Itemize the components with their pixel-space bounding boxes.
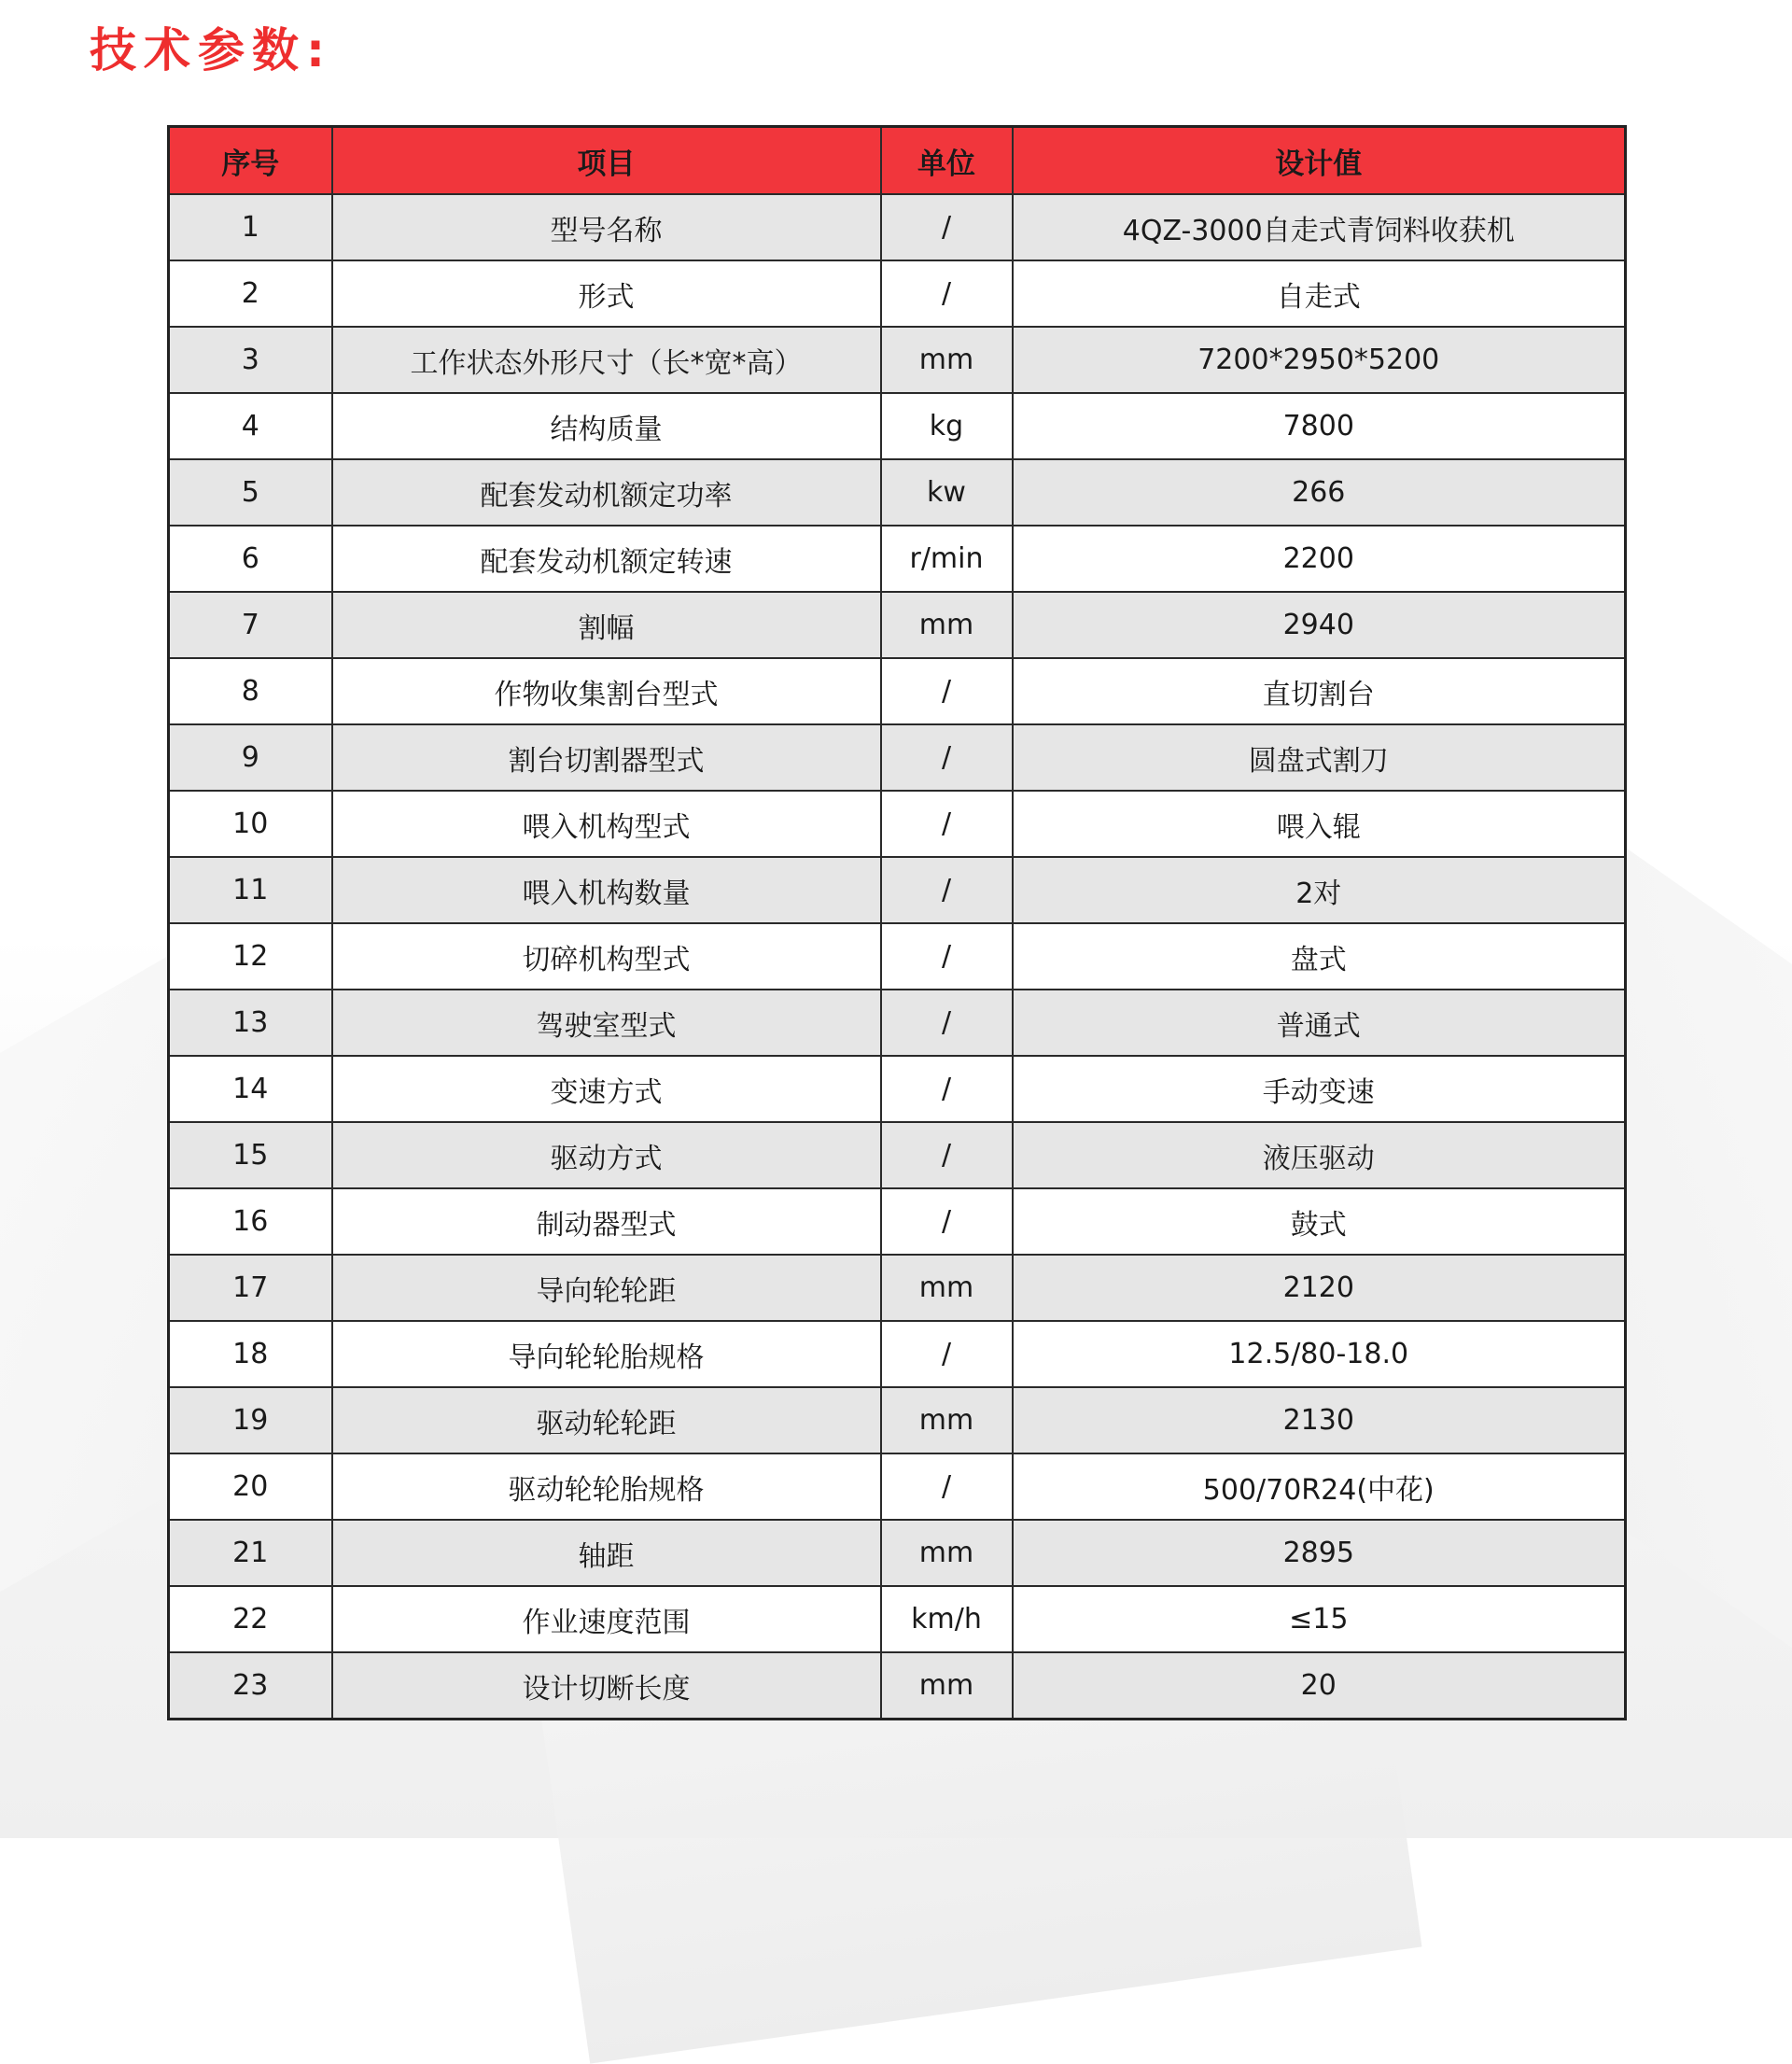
cell-item: 变速方式 xyxy=(332,1056,881,1122)
cell-no: 8 xyxy=(169,658,332,724)
cell-no: 17 xyxy=(169,1255,332,1321)
cell-no: 11 xyxy=(169,857,332,923)
cell-item: 结构质量 xyxy=(332,393,881,459)
cell-item: 配套发动机额定转速 xyxy=(332,526,881,592)
table-row xyxy=(169,393,1626,459)
table-row xyxy=(169,260,1626,327)
cell-value: 2120 xyxy=(1013,1255,1626,1321)
cell-item: 驾驶室型式 xyxy=(332,990,881,1056)
cell-value: 手动变速 xyxy=(1013,1056,1626,1122)
cell-item: 驱动轮轮距 xyxy=(332,1387,881,1453)
cell-value: 鼓式 xyxy=(1013,1188,1626,1255)
cell-no: 5 xyxy=(169,459,332,526)
cell-no: 18 xyxy=(169,1321,332,1387)
cell-unit: / xyxy=(881,1453,1013,1520)
cell-item: 工作状态外形尺寸（长*宽*高） xyxy=(332,327,881,393)
cell-unit: / xyxy=(881,260,1013,327)
cell-value: 普通式 xyxy=(1013,990,1626,1056)
table-row xyxy=(169,526,1626,592)
cell-value: 266 xyxy=(1013,459,1626,526)
cell-value: 2对 xyxy=(1013,857,1626,923)
cell-unit: / xyxy=(881,1321,1013,1387)
cell-unit: km/h xyxy=(881,1586,1013,1652)
table-row xyxy=(169,1387,1626,1453)
cell-no: 19 xyxy=(169,1387,332,1453)
cell-unit: / xyxy=(881,658,1013,724)
cell-no: 1 xyxy=(169,194,332,260)
cell-unit: / xyxy=(881,857,1013,923)
cell-item: 割台切割器型式 xyxy=(332,724,881,791)
cell-no: 6 xyxy=(169,526,332,592)
cell-unit: mm xyxy=(881,1652,1013,1720)
cell-value: 盘式 xyxy=(1013,923,1626,990)
cell-value: 直切割台 xyxy=(1013,658,1626,724)
cell-no: 12 xyxy=(169,923,332,990)
cell-unit: / xyxy=(881,791,1013,857)
spec-table-body xyxy=(169,194,1626,1720)
spec-table-header xyxy=(169,127,1626,195)
cell-item: 作业速度范围 xyxy=(332,1586,881,1652)
cell-item: 驱动轮轮胎规格 xyxy=(332,1453,881,1520)
cell-value: 液压驱动 xyxy=(1013,1122,1626,1188)
table-row xyxy=(169,1188,1626,1255)
table-row xyxy=(169,1652,1626,1720)
header-no: 序号 xyxy=(169,127,332,195)
table-row xyxy=(169,857,1626,923)
cell-item: 驱动方式 xyxy=(332,1122,881,1188)
cell-no: 13 xyxy=(169,990,332,1056)
cell-no: 15 xyxy=(169,1122,332,1188)
cell-unit: kg xyxy=(881,393,1013,459)
cell-value: 2940 xyxy=(1013,592,1626,658)
cell-unit: / xyxy=(881,1056,1013,1122)
table-row xyxy=(169,327,1626,393)
cell-value: 圆盘式割刀 xyxy=(1013,724,1626,791)
cell-item: 形式 xyxy=(332,260,881,327)
header-value: 设计值 xyxy=(1013,127,1626,195)
table-row xyxy=(169,990,1626,1056)
cell-item: 导向轮轮距 xyxy=(332,1255,881,1321)
cell-no: 20 xyxy=(169,1453,332,1520)
spec-table xyxy=(167,125,1627,1720)
table-row xyxy=(169,1520,1626,1586)
cell-item: 作物收集割台型式 xyxy=(332,658,881,724)
cell-item: 割幅 xyxy=(332,592,881,658)
cell-item: 导向轮轮胎规格 xyxy=(332,1321,881,1387)
cell-unit: / xyxy=(881,724,1013,791)
cell-value: 20 xyxy=(1013,1652,1626,1720)
cell-value: 2200 xyxy=(1013,526,1626,592)
header-unit: 单位 xyxy=(881,127,1013,195)
cell-unit: / xyxy=(881,194,1013,260)
cell-value: 2130 xyxy=(1013,1387,1626,1453)
cell-no: 21 xyxy=(169,1520,332,1586)
cell-unit: / xyxy=(881,923,1013,990)
table-row xyxy=(169,1321,1626,1387)
table-row xyxy=(169,1056,1626,1122)
cell-unit: mm xyxy=(881,592,1013,658)
cell-no: 7 xyxy=(169,592,332,658)
cell-item: 配套发动机额定功率 xyxy=(332,459,881,526)
cell-value: 2895 xyxy=(1013,1520,1626,1586)
cell-item: 切碎机构型式 xyxy=(332,923,881,990)
table-row xyxy=(169,923,1626,990)
table-row xyxy=(169,1453,1626,1520)
cell-item: 喂入机构数量 xyxy=(332,857,881,923)
header-item: 项目 xyxy=(332,127,881,195)
cell-item: 型号名称 xyxy=(332,194,881,260)
cell-no: 14 xyxy=(169,1056,332,1122)
cell-value: 4QZ-3000自走式青饲料收获机 xyxy=(1013,194,1626,260)
table-row xyxy=(169,592,1626,658)
cell-no: 22 xyxy=(169,1586,332,1652)
cell-value: 500/70R24(中花) xyxy=(1013,1453,1626,1520)
cell-no: 23 xyxy=(169,1652,332,1720)
cell-value: ≤15 xyxy=(1013,1586,1626,1652)
cell-value: 7200*2950*5200 xyxy=(1013,327,1626,393)
table-row xyxy=(169,724,1626,791)
cell-no: 2 xyxy=(169,260,332,327)
table-row xyxy=(169,1586,1626,1652)
cell-unit: kw xyxy=(881,459,1013,526)
cell-unit: mm xyxy=(881,1387,1013,1453)
table-row xyxy=(169,791,1626,857)
cell-no: 10 xyxy=(169,791,332,857)
cell-no: 16 xyxy=(169,1188,332,1255)
cell-value: 12.5/80-18.0 xyxy=(1013,1321,1626,1387)
cell-no: 3 xyxy=(169,327,332,393)
cell-item: 喂入机构型式 xyxy=(332,791,881,857)
cell-unit: / xyxy=(881,990,1013,1056)
header-row xyxy=(169,127,1626,195)
cell-item: 设计切断长度 xyxy=(332,1652,881,1720)
table-row xyxy=(169,1122,1626,1188)
cell-unit: / xyxy=(881,1122,1013,1188)
cell-unit: / xyxy=(881,1188,1013,1255)
cell-unit: mm xyxy=(881,327,1013,393)
cell-item: 制动器型式 xyxy=(332,1188,881,1255)
cell-no: 9 xyxy=(169,724,332,791)
cell-no: 4 xyxy=(169,393,332,459)
table-row xyxy=(169,194,1626,260)
table-row xyxy=(169,1255,1626,1321)
cell-value: 喂入辊 xyxy=(1013,791,1626,857)
page-title: 技术参数: xyxy=(90,23,332,77)
cell-unit: r/min xyxy=(881,526,1013,592)
table-row xyxy=(169,658,1626,724)
cell-item: 轴距 xyxy=(332,1520,881,1586)
table-row xyxy=(169,459,1626,526)
cell-unit: mm xyxy=(881,1520,1013,1586)
cell-unit: mm xyxy=(881,1255,1013,1321)
cell-value: 自走式 xyxy=(1013,260,1626,327)
cell-value: 7800 xyxy=(1013,393,1626,459)
